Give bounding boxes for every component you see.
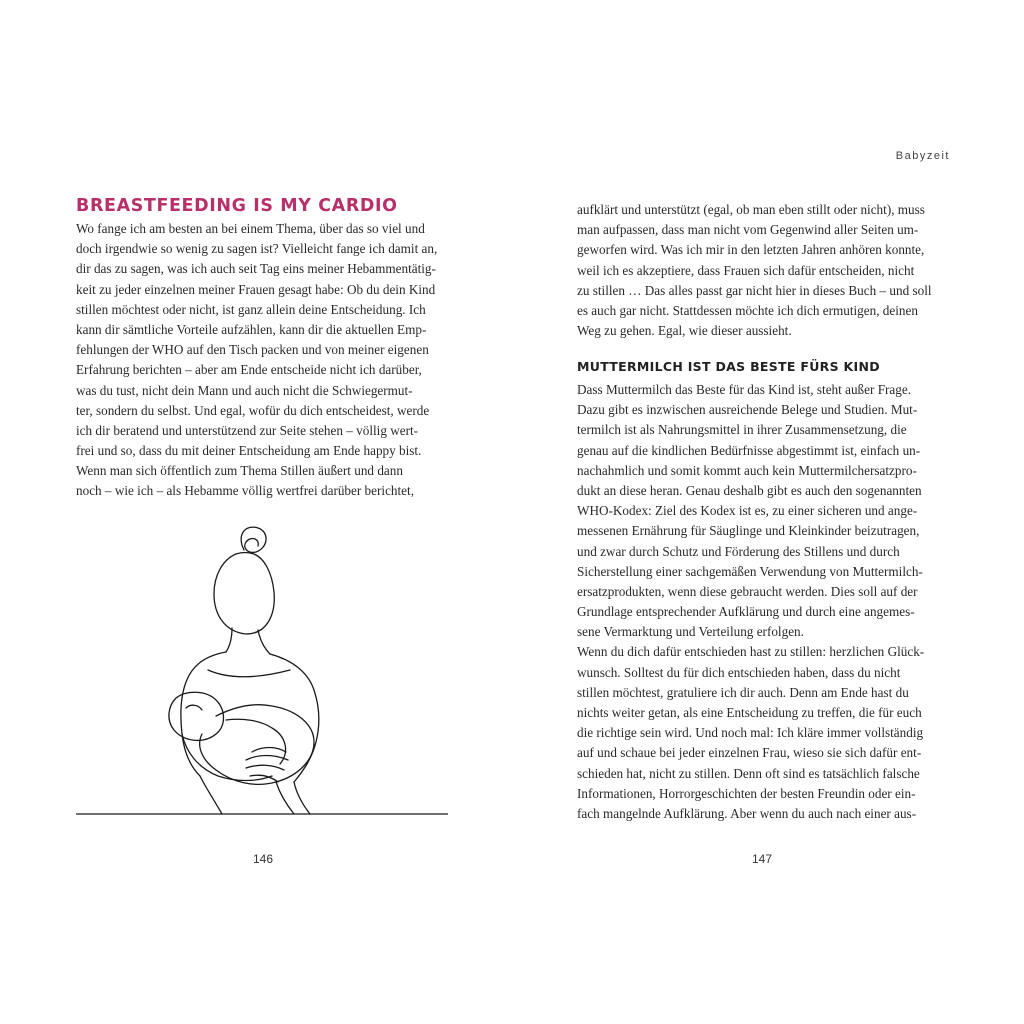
page-number-left: 146 bbox=[253, 852, 274, 866]
text-line: dir das zu sagen, was ich auch seit Tag eins meiner Hebammentätig- bbox=[76, 261, 436, 277]
text-line: Dazu gibt es inzwischen ausreichende Belege und Studien. Mut- bbox=[577, 402, 918, 418]
text-line: und zwar durch Schutz und Förderung des Stillens und durch bbox=[577, 543, 900, 559]
text-line: sene Vermarktung und Verteilung erfolgen. bbox=[577, 624, 804, 640]
text-line: frei und so, dass du mit deiner Entscheidung am Ende happy bist. bbox=[76, 443, 422, 459]
text-line: stillen möchtest, gratuliere ich dir auch. Denn am Ende hast du bbox=[577, 684, 909, 700]
text-line: Sicherstellung einer sachgemäßen Verwendung von Muttermilch- bbox=[577, 563, 923, 579]
running-head: Babyzeit bbox=[895, 150, 950, 162]
text-line: doch irgendwie so wenig zu sagen ist? Vielleicht fange ich damit an, bbox=[76, 241, 438, 257]
right-body-text-intro bbox=[577, 200, 950, 341]
text-line: man aufpassen, dass man nicht vom Gegenwind aller Seiten um- bbox=[577, 222, 919, 238]
text-line: dukt an diese heran. Genau deshalb gibt es auch den sogenannten bbox=[577, 482, 922, 498]
text-line: stillen möchtest oder nicht, ist ganz allein deine Entscheidung. Ich bbox=[76, 301, 426, 317]
text-line: fehlungen der WHO auf den Tisch packen und von meiner eigenen bbox=[76, 342, 429, 358]
text-line: schieden hat, nicht zu stillen. Denn oft sind es tatsächlich falsche bbox=[577, 765, 920, 781]
text-line: termilch ist als Nahrungsmittel in ihrer Zusammensetzung, die bbox=[577, 422, 907, 438]
text-line: Wenn du dich dafür entschieden hast zu stillen: herzlichen Glück- bbox=[577, 644, 925, 660]
section-heading: MUTTERMILCH IST DAS BESTE FÜRS KIND bbox=[577, 359, 880, 374]
text-line: Weg zu gehen. Egal, wie dieser aussieht. bbox=[577, 323, 792, 339]
text-line: ter, sondern du selbst. Und egal, wofür du dich entscheidest, werde bbox=[76, 402, 430, 418]
text-line: Dass Muttermilch das Beste für das Kind ist, steht außer Frage. bbox=[577, 382, 912, 397]
text-line: Grundlage entsprechender Aufklärung und durch eine angemes- bbox=[577, 604, 915, 620]
text-line: was du tust, nicht dein Mann und auch nicht die Schwiegermut- bbox=[76, 382, 413, 398]
text-line: zu stillen … Das alles passt gar nicht hier in dieses Buch – und soll bbox=[577, 282, 932, 298]
text-line: Erfahrung berichten – aber am Ende entscheide nicht ich darüber, bbox=[76, 362, 422, 378]
text-line: ich dir beratend und unterstützend zur Seite stehen – völlig wert- bbox=[76, 422, 419, 438]
text-line: kann dir sämtliche Vorteile aufzählen, kann dir die aktuellen Emp- bbox=[76, 321, 427, 337]
text-line: Informationen, Horrorgeschichten der besten Freundin oder ein- bbox=[577, 785, 916, 801]
text-line: WHO-Kodex: Ziel des Kodex ist es, zu einer sicheren und ange- bbox=[577, 503, 918, 519]
text-line: Wenn man sich öffentlich zum Thema Stillen äußert und dann bbox=[76, 463, 403, 479]
text-line: die richtige sein wird. Und noch mal: Ich kläre immer vollständig bbox=[577, 725, 924, 741]
text-line: messenen Ernährung für Säuglinge und Kleinkinder beizutragen, bbox=[577, 523, 920, 539]
text-line: genau auf die kindlichen Bedürfnisse abgestimmt ist, einfach un- bbox=[577, 442, 921, 458]
text-line: fach mangelnde Aufklärung. Aber wenn du auch nach einer aus- bbox=[577, 805, 917, 821]
text-line: ersatzprodukten, wenn diese gebraucht werden. Dies soll auf der bbox=[577, 583, 918, 599]
text-line: geworfen wird. Was ich mir in den letzten Jahren anhören konnte, bbox=[577, 242, 925, 258]
right-body-text-section bbox=[577, 380, 950, 824]
text-line: nachahmlich und somit kommt auch kein Muttermilchersatzpro- bbox=[577, 462, 917, 478]
page-number-right: 147 bbox=[752, 852, 773, 866]
text-line: noch – wie ich – als Hebamme völlig wertfrei darüber berichtet, bbox=[76, 483, 414, 499]
text-line: wunsch. Solltest du für dich entschieden haben, dass du nicht bbox=[577, 664, 901, 680]
breastfeeding-mother-line-art-icon bbox=[76, 520, 448, 820]
chapter-title: BREASTFEEDING IS MY CARDIO bbox=[76, 196, 398, 216]
right-page bbox=[512, 0, 1024, 1024]
text-line: keit zu jeder einzelnen meiner Frauen gesagt habe: Ob du dein Kind bbox=[76, 281, 436, 297]
text-line: es auch gar nicht. Stattdessen möchte ich dich ermutigen, deinen bbox=[577, 302, 918, 318]
text-line: aufklärt und unterstützt (egal, ob man eben stillt oder nicht), muss bbox=[577, 202, 925, 217]
text-line: auf und schaue bei jeder einzelnen Frau, wieso sie sich dafür ent- bbox=[577, 745, 922, 761]
text-line: nichts weiter getan, als eine Entscheidung zu treffen, die für euch bbox=[577, 705, 922, 720]
text-line: Wo fange ich am besten an bei einem Thema, über das so viel und bbox=[76, 221, 425, 236]
text-line: weil ich es akzeptiere, dass Frauen sich dafür entscheiden, nicht bbox=[577, 262, 915, 278]
left-body-text bbox=[76, 219, 448, 502]
